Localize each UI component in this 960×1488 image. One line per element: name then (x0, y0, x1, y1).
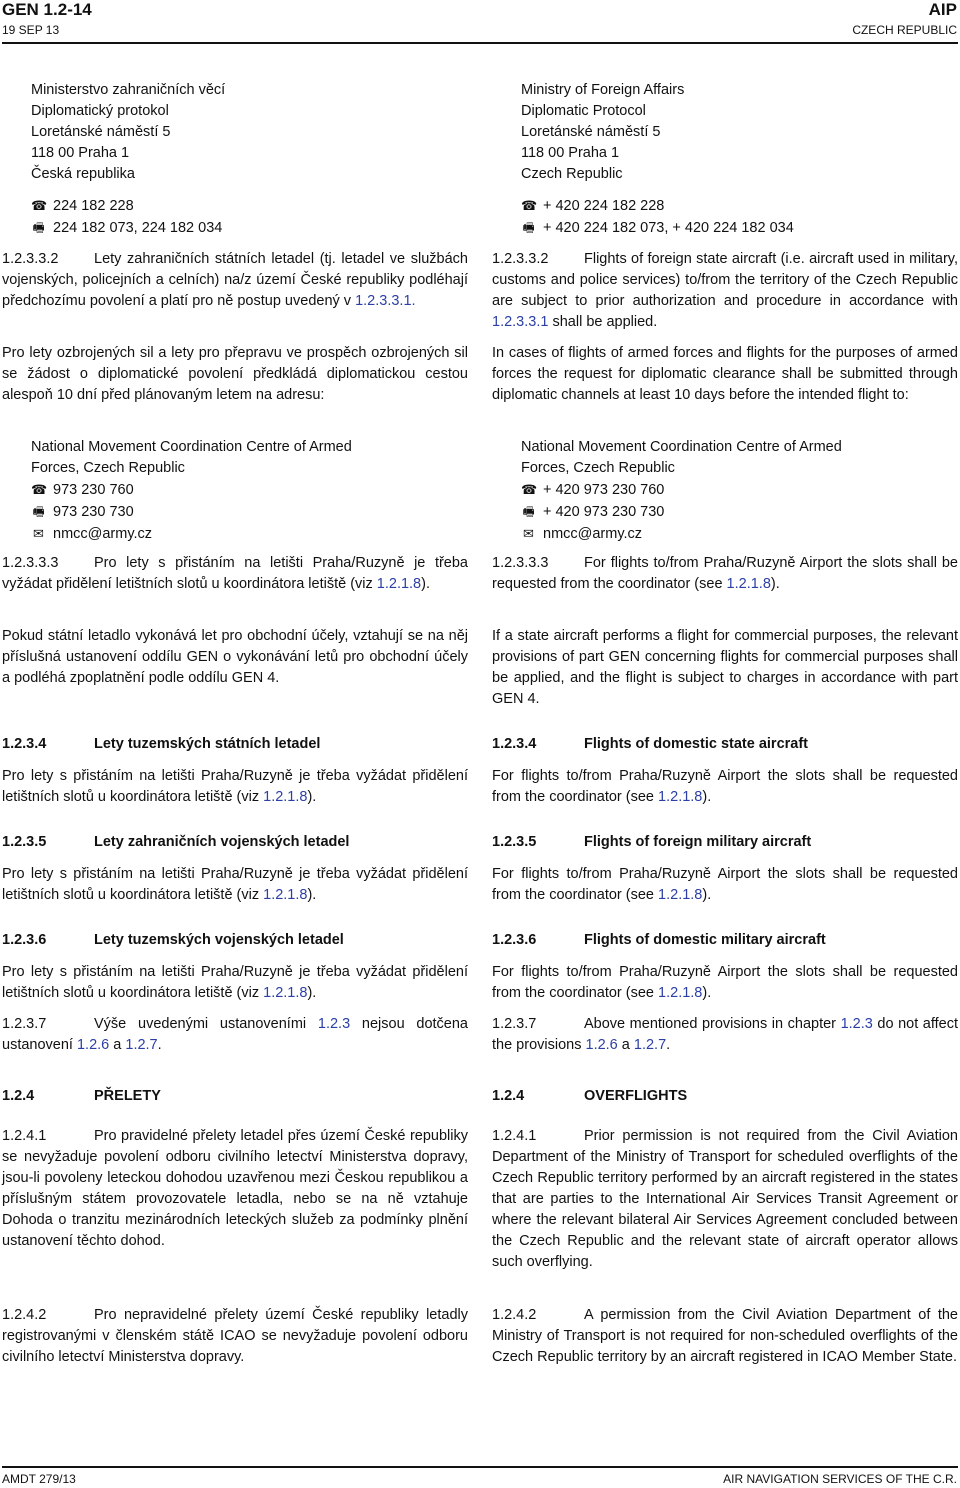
cross-reference-link[interactable]: 1.2.1.8 (263, 985, 308, 1001)
cross-reference-link[interactable]: 1.2.3.3.1. (355, 293, 416, 309)
para-commercial-cz: Pokud státní letadlo vykonává let pro obchodní účely, vztahují se na něj příslušná ustanovení oddílu GEN o vykonávání letů pro obchodní účely a podléhá zpoplatnění podle oddílu GEN 4. (2, 628, 468, 686)
nmcc-contact-cz: National Movement Coordination Centre of Armed Forces, Czech Republic ☎ 973 230 760 🖷 973 230 730 ✉ nmcc@army.cz (31, 439, 352, 542)
para-1237-cz: 1.2.3.7 Výše uvedenými ustanoveními 1.2.3 nejsou dotčena ustanovení 1.2.6 a 1.2.7. (2, 1016, 468, 1053)
email-link[interactable]: nmcc@army.cz (543, 526, 643, 542)
slot-para-1236-cz: Pro lety s přistáním na letišti Praha/Ruzyně je třeba vyžádat přidělení letištních slotů u koordinátora letiště (viz 1.2.1.8). (2, 964, 468, 1001)
address-line: Diplomatic Protocol (521, 103, 646, 119)
publisher-name: AIR NAVIGATION SERVICES OF THE C.R. (723, 1472, 957, 1486)
address-line: Czech Republic (521, 166, 623, 182)
cross-reference-link[interactable]: 1.2.3 (317, 1016, 351, 1032)
address-line: 118 00 Praha 1 (521, 145, 620, 161)
ministry-address-cz (31, 80, 468, 239)
para-1242-cz: 1.2.4.2 Pro nepravidelné přelety území České republiky letadly registrovanými v členském státě ICAO se nevyžaduje povolení odboru civilního letectví Ministerstva dopravy. (2, 1307, 468, 1365)
header-rule (2, 42, 958, 44)
cross-reference-link[interactable]: 1.2.3 (840, 1016, 873, 1032)
english-column (492, 80, 958, 239)
amendment-number: AMDT 279/13 (2, 1472, 76, 1486)
slot-para-1235-en: For flights to/from Praha/Ruzyně Airport the slots shall be requested from the coordinator (see 1.2.1.8). (492, 866, 958, 903)
email-link[interactable]: nmcc@army.cz (53, 526, 153, 542)
ministry-fax-en: 🖷 + 420 224 182 073, + 420 224 182 034 (521, 217, 958, 239)
cross-reference-link[interactable]: 1.2.1.8 (376, 576, 422, 592)
cross-reference-link[interactable]: 1.2.1.8 (726, 576, 771, 592)
section-heading-1235-en: 1.2.3.5 Flights of foreign military aircraft (492, 834, 812, 850)
phone-icon: ☎ (521, 198, 538, 213)
email-icon: ✉ (33, 526, 44, 541)
address-line: Loretánské náměstí 5 (521, 124, 661, 140)
section-heading-124-cz: 1.2.4 PŘELETY (2, 1088, 161, 1104)
para-1242-en: 1.2.4.2 A permission from the Civil Aviation Department of the Ministry of Transport is not required for non-scheduled overflights of the Czech Republic territory by an aircraft registered in ICAO Member State. (492, 1307, 958, 1365)
cross-reference-link[interactable]: 1.2.7 (125, 1037, 158, 1053)
fax-icon: 🖷 (522, 504, 535, 519)
para-12332-en: 1.2.3.3.2 Flights of foreign state aircraft (i.e. aircraft used in military, customs and police services) to/from the territory of the Czech Republic are subject to prior authorization and procedure in accordance with 1.2.3.3.1 shall be applied. (492, 251, 958, 330)
page-header-left (2, 0, 92, 38)
address-line: Ministerstvo zahraničních věcí (31, 82, 226, 98)
cross-reference-link[interactable]: 1.2.1.8 (658, 789, 703, 805)
para-commercial-en: If a state aircraft performs a flight for commercial purposes, the relevant provisions of part GEN concerning flights for commercial purposes shall be applied, and the flight is subject to charges in accordance with part GEN 4. (492, 628, 958, 707)
email-icon: ✉ (523, 526, 534, 541)
phone-icon: ☎ (521, 482, 538, 497)
address-line: Ministry of Foreign Affairs (521, 82, 685, 98)
slot-para-1234-en: For flights to/from Praha/Ruzyně Airport the slots shall be requested from the coordinator (see 1.2.1.8). (492, 768, 958, 805)
section-heading-1236-cz: 1.2.3.6 Lety tuzemských vojenských letadel (2, 932, 344, 948)
section-heading-1236-en: 1.2.3.6 Flights of domestic military aircraft (492, 932, 826, 948)
fax-icon: 🖷 (32, 504, 45, 519)
cross-reference-link[interactable]: 1.2.6 (76, 1037, 110, 1053)
footer-rule (2, 1466, 958, 1468)
fax-icon: 🖷 (522, 220, 535, 235)
address-line: Diplomatický protokol (31, 103, 169, 119)
para-armed-forces-cz: Pro lety ozbrojených sil a lety pro přepravu ve prospěch ozbrojených sil se žádost o diplomatické povolení předkládá diplomatickou cestou alespoň 10 dní před plánovaným letem na adresu: (2, 345, 468, 403)
cross-reference-link[interactable]: 1.2.6 (585, 1037, 618, 1053)
cross-reference-link[interactable]: 1.2.7 (633, 1037, 667, 1053)
page-header-right (852, 0, 957, 38)
para-12333-cz: 1.2.3.3.3 Pro lety s přistáním na letišti Praha/Ruzyně je třeba vyžádat přidělení letištních slotů u koordinátora letiště (viz 1.2.1.8). (2, 555, 468, 592)
page-reference: GEN 1.2-14 (2, 0, 92, 19)
phone-icon: ☎ (31, 198, 48, 213)
address-line: 118 00 Praha 1 (31, 145, 130, 161)
cross-reference-link[interactable]: 1.2.1.8 (263, 789, 308, 805)
cross-reference-link[interactable]: 1.2.1.8 (658, 985, 703, 1001)
ministry-phone-en: ☎ + 420 224 182 228 (521, 195, 958, 217)
section-heading-1235-cz: 1.2.3.5 Lety zahraničních vojenských letadel (2, 834, 350, 850)
phone-icon: ☎ (31, 482, 48, 497)
country-label: CZECH REPUBLIC (852, 23, 957, 37)
section-heading-1234-cz: 1.2.3.4 Lety tuzemských státních letadel (2, 736, 321, 752)
fax-icon: 🖷 (32, 220, 45, 235)
section-heading-1234-en: 1.2.3.4 Flights of domestic state aircraft (492, 736, 808, 752)
slot-para-1234-cz: Pro lety s přistáním na letišti Praha/Ruzyně je třeba vyžádat přidělení letištních slotů u koordinátora letiště (viz 1.2.1.8). (2, 768, 468, 805)
czech-column (2, 80, 468, 239)
slot-para-1235-cz: Pro lety s přistáním na letišti Praha/Ruzyně je třeba vyžádat přidělení letištních slotů u koordinátora letiště (viz 1.2.1.8). (2, 866, 468, 903)
ministry-phone-cz: ☎ 224 182 228 (31, 195, 468, 217)
nmcc-contact-en: National Movement Coordination Centre of Armed Forces, Czech Republic ☎ + 420 973 230 760 🖷 + 420 973 230 730 ✉ nmcc@army.cz (521, 439, 842, 542)
para-1237-en: 1.2.3.7 Above mentioned provisions in chapter 1.2.3 do not affect the provisions 1.2.6 a 1.2.7. (492, 1016, 959, 1053)
slot-para-1236-en: For flights to/from Praha/Ruzyně Airport the slots shall be requested from the coordinator (see 1.2.1.8). (492, 964, 958, 1001)
ministry-address-en (521, 80, 958, 239)
section-heading-124-en: 1.2.4 OVERFLIGHTS (492, 1088, 688, 1104)
address-line: Česká republika (31, 166, 135, 182)
ministry-fax-cz: 🖷 224 182 073, 224 182 034 (31, 217, 468, 239)
publication-date: 19 SEP 13 (2, 23, 60, 37)
cross-reference-link[interactable]: 1.2.1.8 (658, 887, 703, 903)
cross-reference-link[interactable]: 1.2.1.8 (263, 887, 308, 903)
aip-label: AIP (928, 0, 957, 19)
para-12332-cz: 1.2.3.3.2 Lety zahraničních státních letadel (tj. letadel ve službách vojenských, policejních a celních) na/z území České republiky podléhají předchozímu povolení a platí pro ně postup uvedený v 1.2.3.3.1. (2, 251, 468, 309)
cross-reference-link[interactable]: 1.2.3.3.1 (492, 314, 549, 330)
para-1241-cz: 1.2.4.1 Pro pravidelné přelety letadel přes území České republiky se nevyžaduje povolení odboru civilního letectví Ministerstva dopravy, jsou-li povoleny leteckou dohodou uzavřenou mezi Českou republikou a příslušným státem provozovatele letadla, nebo se na ně vztahuje Dohoda o tranzitu mezinárodních leteckých služeb za podmínky plnění ustanovení těchto dohod. (2, 1128, 468, 1249)
address-line: Loretánské náměstí 5 (31, 124, 171, 140)
para-12333-en: 1.2.3.3.3 For flights to/from Praha/Ruzyně Airport the slots shall be requested from the coordinator (see 1.2.1.8). (492, 555, 958, 592)
para-armed-forces-en: In cases of flights of armed forces and flights for the purposes of armed forces the request for diplomatic clearance shall be submitted through diplomatic channels at least 10 days before the intended flight to: (492, 345, 958, 403)
para-1241-en: 1.2.4.1 Prior permission is not required from the Civil Aviation Department of the Ministry of Transport for scheduled overflights of the Czech Republic territory performed by an aircraft registered in the states that are parties to the International Air Services Transit Agreement or where the relevant bilateral Air Services Agreement concluded between the Czech Republic and the relevant state of aircraft operator allows such overflying. (492, 1128, 958, 1270)
